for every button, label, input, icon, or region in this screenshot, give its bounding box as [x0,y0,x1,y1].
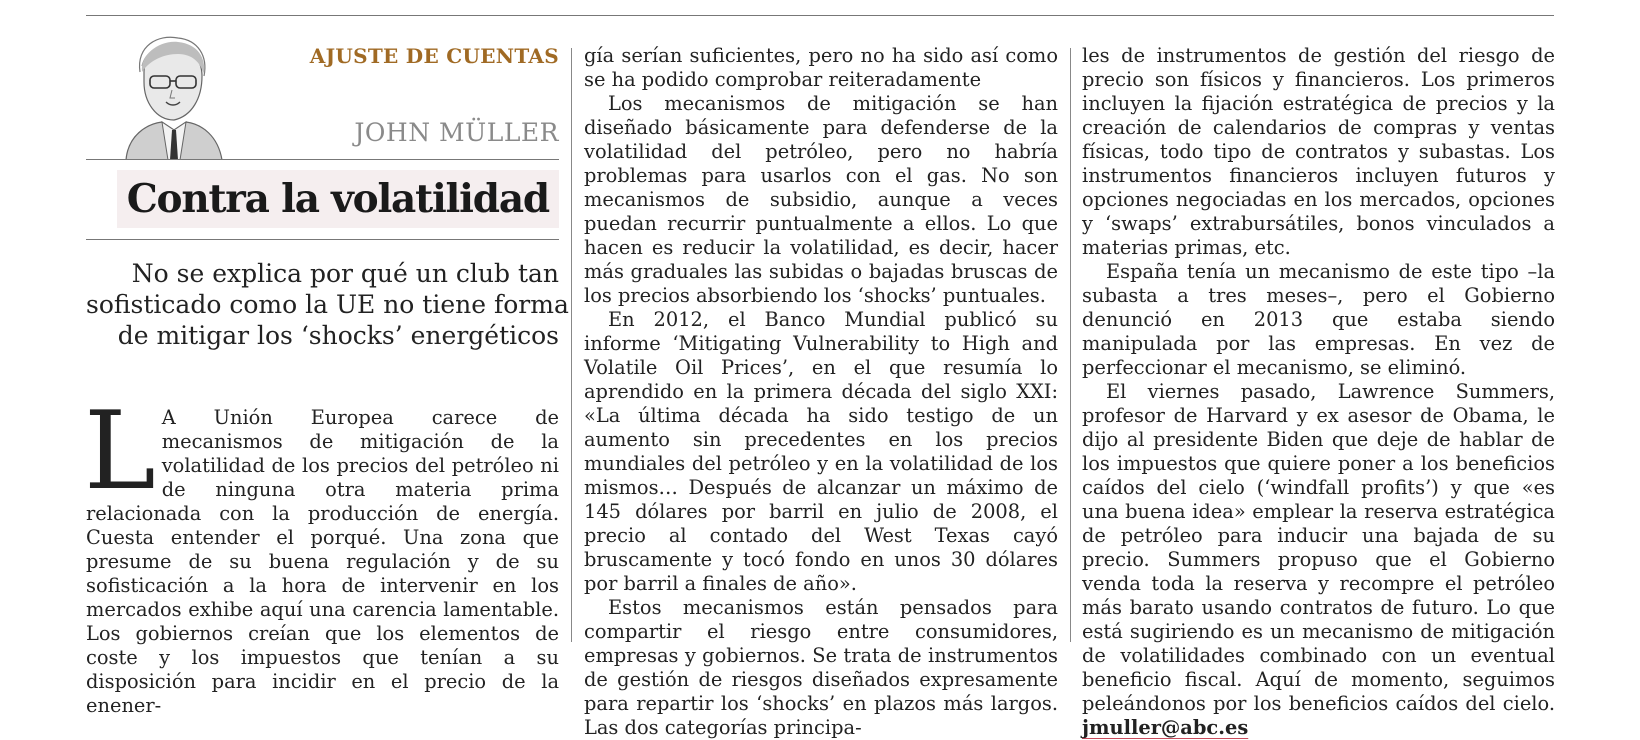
deck-line: No se explica por qué un club tan [131,259,559,288]
column-divider [1070,48,1071,642]
author-name: JOHN MÜLLER [354,118,559,147]
column-divider [571,48,572,642]
article-column-2 [584,44,1058,740]
section-title: AJUSTE DE CUENTAS [309,44,559,68]
closing-paragraph: El viernes pasado, Lawrence Summers, profesor de Harvard y ex asesor de Obama, le dijo al presidente Biden que deje de hablar de los impuestos que quiere poner a los beneficios caídos del cielo (‘windfall profits’) y que «es una buena idea» emplear la reserva estratégica de petróleo para inducir una bajada de su precio. Summers propuso que el Gobierno venda toda la reserva y recompre el petróleo más barato usando contratos de futuro. Lo que está sugiriendo es un mecanismo de mitigación de volatilidades combinado con un eventual beneficio fiscal. Aquí de momento, seguimos peleándonos por los beneficios caídos del cielo. [1082,380,1555,715]
body-paragraph-continued: gía serían suficientes, pero no ha sido así como se ha podido comprobar reiteradamente [584,44,1058,91]
article-column-1 [84,44,569,717]
body-paragraph-continued: les de instrumentos de gestión del riesgo de precio son físicos y financieros. Los primeros incluyen la fijación estratégica de precios y la creación de calendarios de compras y ventas físicas, todo tipo de contratos y subastas. Los instrumentos financieros incluyen futuros y opciones negociadas en los mercados, opciones y ‘swaps’ extrabursátiles, bonos vinculados a materias primas, etc. [1082,44,1555,259]
body-paragraph: A Unión Europea carece de mecanismos de mitigación de la volatilidad de los precios del petróleo ni de ninguna otra materia prima relacionada con la producción de energía. Cuesta entender el porqué. Una zona que presume de su buena regulación y de su sofisticación a la hora de intervenir en los mercados exhibe aquí una carencia lamentable. Los gobiernos creían que los elementos de coste y los impuestos que tenían a su disposición para incidir en el precio de la enener- [86,406,559,717]
deck-line: de mitigar los ‘shocks’ energéticos [117,321,559,350]
drop-cap: L [84,389,156,514]
article-column-3 [1082,44,1555,740]
body-paragraph: España tenía un mecanismo de este tipo –la subasta a tres meses–, pero el Gobierno denunció en 2013 que estaba siendo manipulada por las empresas. En vez de perfeccionar el mecanismo, se eliminó. [1082,260,1555,379]
top-rule [86,15,1554,16]
article-flow [84,389,559,718]
body-paragraph: Los mecanismos de mitigación se han diseñado básicamente para defenderse de la volatilidad del petróleo, pero no habría problemas para usarlos con el gas. No son mecanismos de subsidio, aunque a veces puedan recurrir puntualmente a ellos. Lo que hacen es reducir la volatilidad, es decir, hacer más graduales las subidas o bajadas bruscas de los precios absorbiendo los ‘shocks’ puntuales. [584,92,1058,307]
body-paragraph [1082,380,1555,740]
author-email-link[interactable]: jmuller@abc.es [1082,716,1249,739]
body-paragraph: Estos mecanismos están pensados para compartir el riesgo entre consumidores, empresas y gobiernos. Se trata de instrumentos de gestión de riesgos diseñados expresamente para repartir los ‘shocks’ en plazos más largos. Las dos categorías principa- [584,596,1058,739]
body-paragraph: En 2012, el Banco Mundial publicó su informe ‘Mitigating Vulnerability to High and Volatile Oil Prices’, en el que resumía lo aprendido en la primera década del siglo XXI: «La última década ha sido testigo de un aumento sin precedentes en los precios mundiales del petróleo y en la volatilidad de los mismos… Después de alcanzar un máximo de 145 dólares por barril en julio de 2008, el precio al contado del West Texas cayó bruscamente y tocó fondo en unos 30 dólares por barril a finales de año». [584,308,1058,595]
headline: Contra la volatilidad [117,170,559,228]
deck-line: sofisticado como la UE no tiene forma [86,290,569,319]
